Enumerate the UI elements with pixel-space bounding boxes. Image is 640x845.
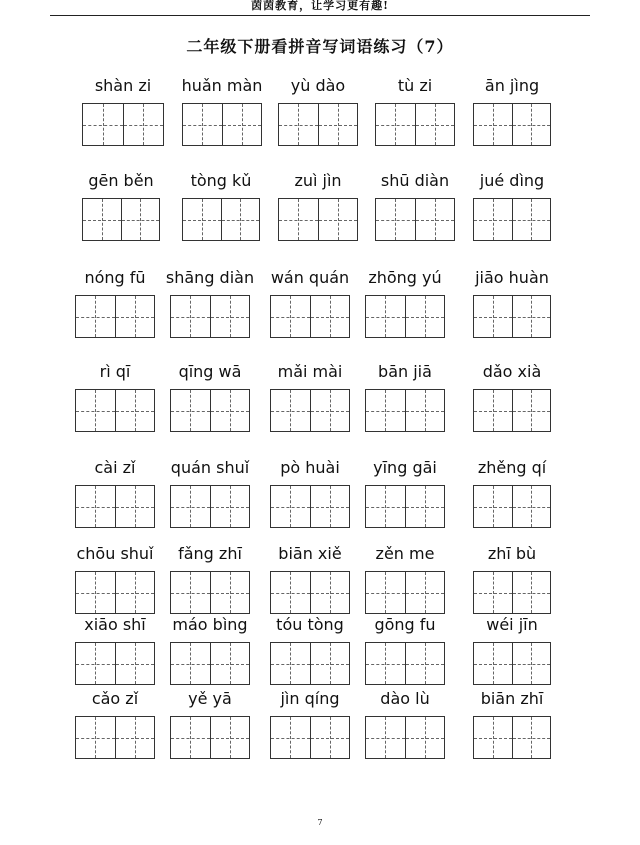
pinyin-label: nóng fū	[84, 268, 146, 287]
writing-boxes	[182, 103, 262, 146]
writing-boxes	[365, 571, 445, 614]
tian-zi-cell[interactable]	[83, 199, 121, 240]
pinyin-label: shū diàn	[380, 171, 450, 190]
tian-zi-cell[interactable]	[366, 717, 405, 758]
word-item	[473, 268, 551, 338]
writing-boxes	[75, 295, 155, 338]
tian-zi-cell[interactable]	[415, 104, 455, 145]
pinyin-label: biān xiě	[278, 544, 342, 563]
pinyin-label: fǎng zhī	[178, 544, 242, 563]
writing-boxes	[75, 716, 155, 759]
tian-zi-cell[interactable]	[512, 643, 551, 684]
header-slogan: 茵茵教育，让学习更有趣!	[251, 0, 389, 12]
word-item	[473, 615, 551, 685]
pinyin-label: gēn běn	[88, 171, 154, 190]
pinyin-label: gōng fu	[374, 615, 436, 634]
word-item	[473, 76, 551, 146]
pinyin-label: jué dìng	[479, 171, 545, 190]
tian-zi-cell[interactable]	[366, 296, 405, 337]
tian-zi-cell[interactable]	[366, 390, 405, 431]
writing-boxes	[75, 642, 155, 685]
tian-zi-cell[interactable]	[310, 390, 350, 431]
writing-boxes	[75, 571, 155, 614]
tian-zi-cell[interactable]	[171, 572, 210, 613]
pinyin-label: bān jiā	[378, 362, 432, 381]
pinyin-label: dǎo xià	[482, 362, 542, 381]
tian-zi-cell[interactable]	[76, 572, 115, 613]
tian-zi-cell[interactable]	[512, 199, 551, 240]
word-item	[170, 362, 250, 432]
tian-zi-cell[interactable]	[115, 390, 155, 431]
tian-zi-cell[interactable]	[405, 572, 445, 613]
pinyin-label: pò huài	[280, 458, 340, 477]
word-item	[82, 76, 164, 146]
pinyin-label: huǎn màn	[181, 76, 263, 95]
pinyin-label: qīng wā	[178, 362, 242, 381]
tian-zi-cell[interactable]	[76, 643, 115, 684]
tian-zi-cell[interactable]	[512, 296, 551, 337]
tian-zi-cell[interactable]	[279, 199, 318, 240]
word-item	[278, 76, 358, 146]
writing-boxes	[82, 198, 160, 241]
tian-zi-cell[interactable]	[210, 296, 250, 337]
tian-zi-cell[interactable]	[115, 486, 155, 527]
tian-zi-cell[interactable]	[210, 572, 250, 613]
word-item	[375, 76, 455, 146]
tian-zi-cell[interactable]	[171, 390, 210, 431]
pinyin-label: wán quán	[270, 268, 350, 287]
tian-zi-cell[interactable]	[474, 486, 512, 527]
tian-zi-cell[interactable]	[366, 486, 405, 527]
header-divider	[50, 15, 590, 16]
word-item	[365, 544, 445, 614]
tian-zi-cell[interactable]	[121, 199, 160, 240]
word-item	[182, 171, 260, 241]
pinyin-label: yě yā	[188, 689, 232, 708]
pinyin-label: wéi jīn	[486, 615, 538, 634]
tian-zi-cell[interactable]	[115, 717, 155, 758]
page-title: 二年级下册看拼音写词语练习（7）	[186, 37, 454, 56]
tian-zi-cell[interactable]	[474, 643, 512, 684]
pinyin-label: ān jìng	[484, 76, 540, 95]
tian-zi-cell[interactable]	[310, 717, 350, 758]
word-item	[365, 615, 445, 685]
word-item	[473, 689, 551, 759]
tian-zi-cell[interactable]	[210, 486, 250, 527]
tian-zi-cell[interactable]	[222, 104, 262, 145]
pinyin-label: máo bìng	[172, 615, 248, 634]
tian-zi-cell[interactable]	[405, 296, 445, 337]
tian-zi-cell[interactable]	[512, 717, 551, 758]
tian-zi-cell[interactable]	[318, 104, 358, 145]
tian-zi-cell[interactable]	[171, 643, 210, 684]
tian-zi-cell[interactable]	[474, 572, 512, 613]
word-item	[75, 362, 155, 432]
word-item	[170, 544, 250, 614]
tian-zi-cell[interactable]	[221, 199, 260, 240]
writing-boxes	[473, 389, 551, 432]
writing-boxes	[170, 389, 250, 432]
tian-zi-cell[interactable]	[474, 199, 512, 240]
word-item	[473, 544, 551, 614]
word-item	[75, 544, 155, 614]
pinyin-label: zuì jìn	[294, 171, 342, 190]
tian-zi-cell[interactable]	[415, 199, 455, 240]
writing-boxes	[270, 571, 350, 614]
word-item	[473, 171, 551, 241]
tian-zi-cell[interactable]	[474, 296, 512, 337]
word-item	[181, 76, 263, 146]
tian-zi-cell[interactable]	[271, 643, 310, 684]
writing-boxes	[473, 716, 551, 759]
pinyin-label: cǎo zǐ	[91, 689, 139, 708]
word-item	[270, 615, 350, 685]
tian-zi-cell[interactable]	[366, 643, 405, 684]
word-item	[365, 362, 445, 432]
word-item	[365, 458, 445, 528]
tian-zi-cell[interactable]	[271, 572, 310, 613]
writing-boxes	[75, 485, 155, 528]
tian-zi-cell[interactable]	[171, 486, 210, 527]
tian-zi-cell[interactable]	[183, 199, 221, 240]
writing-boxes	[270, 389, 350, 432]
pinyin-label: rì qī	[99, 362, 131, 381]
tian-zi-cell[interactable]	[123, 104, 164, 145]
tian-zi-cell[interactable]	[512, 486, 551, 527]
tian-zi-cell[interactable]	[115, 643, 155, 684]
word-item	[270, 544, 350, 614]
pinyin-label: zhōng yú	[368, 268, 442, 287]
writing-boxes	[170, 571, 250, 614]
writing-boxes	[82, 103, 164, 146]
word-item	[75, 268, 155, 338]
pinyin-label: dào lù	[380, 689, 430, 708]
tian-zi-cell[interactable]	[271, 717, 310, 758]
tian-zi-cell[interactable]	[512, 390, 551, 431]
writing-boxes	[473, 571, 551, 614]
pinyin-label: jìn qíng	[280, 689, 340, 708]
tian-zi-cell[interactable]	[405, 486, 445, 527]
writing-boxes	[270, 295, 350, 338]
pinyin-label: zhī bù	[487, 544, 537, 563]
word-item	[170, 689, 250, 759]
writing-boxes	[278, 103, 358, 146]
pinyin-label: shāng diàn	[165, 268, 255, 287]
tian-zi-cell[interactable]	[376, 199, 415, 240]
tian-zi-cell[interactable]	[376, 104, 415, 145]
tian-zi-cell[interactable]	[366, 572, 405, 613]
writing-boxes	[182, 198, 260, 241]
writing-boxes	[270, 485, 350, 528]
word-item	[473, 458, 551, 528]
writing-boxes	[473, 198, 551, 241]
tian-zi-cell[interactable]	[474, 717, 512, 758]
pinyin-label: jiāo huàn	[475, 268, 549, 287]
pinyin-label: xiāo shī	[84, 615, 146, 634]
pinyin-label: cài zǐ	[94, 458, 136, 477]
pinyin-label: tù zi	[397, 76, 433, 95]
writing-boxes	[170, 716, 250, 759]
word-item	[75, 689, 155, 759]
writing-boxes	[365, 389, 445, 432]
writing-boxes	[75, 389, 155, 432]
tian-zi-cell[interactable]	[210, 390, 250, 431]
writing-boxes	[170, 642, 250, 685]
pinyin-label: quán shuǐ	[170, 458, 250, 477]
tian-zi-cell[interactable]	[310, 296, 350, 337]
writing-boxes	[473, 295, 551, 338]
tian-zi-cell[interactable]	[271, 486, 310, 527]
writing-boxes	[375, 198, 455, 241]
tian-zi-cell[interactable]	[83, 104, 123, 145]
tian-zi-cell[interactable]	[115, 296, 155, 337]
tian-zi-cell[interactable]	[279, 104, 318, 145]
writing-boxes	[170, 485, 250, 528]
tian-zi-cell[interactable]	[183, 104, 222, 145]
tian-zi-cell[interactable]	[271, 390, 310, 431]
tian-zi-cell[interactable]	[405, 643, 445, 684]
pinyin-label: yīng gāi	[373, 458, 437, 477]
word-item	[82, 171, 160, 241]
tian-zi-cell[interactable]	[210, 643, 250, 684]
pinyin-label: yù dào	[290, 76, 346, 95]
tian-zi-cell[interactable]	[171, 717, 210, 758]
pinyin-label: zhěng qí	[477, 458, 547, 477]
writing-boxes	[365, 716, 445, 759]
word-item	[278, 171, 358, 241]
pinyin-label: shàn zi	[94, 76, 152, 95]
tian-zi-cell[interactable]	[171, 296, 210, 337]
word-item	[170, 615, 250, 685]
pinyin-label: chōu shuǐ	[76, 544, 154, 563]
writing-boxes	[365, 642, 445, 685]
word-item	[365, 689, 445, 759]
pinyin-label: tóu tòng	[276, 615, 344, 634]
tian-zi-cell[interactable]	[474, 390, 512, 431]
word-item	[75, 615, 155, 685]
writing-boxes	[270, 642, 350, 685]
writing-boxes	[365, 485, 445, 528]
pinyin-label: biān zhī	[480, 689, 544, 708]
pinyin-label: zěn me	[375, 544, 435, 563]
tian-zi-cell[interactable]	[474, 104, 512, 145]
tian-zi-cell[interactable]	[115, 572, 155, 613]
tian-zi-cell[interactable]	[76, 717, 115, 758]
word-item	[270, 362, 350, 432]
tian-zi-cell[interactable]	[310, 643, 350, 684]
tian-zi-cell[interactable]	[318, 199, 358, 240]
tian-zi-cell[interactable]	[310, 486, 350, 527]
tian-zi-cell[interactable]	[210, 717, 250, 758]
writing-boxes	[473, 103, 551, 146]
tian-zi-cell[interactable]	[512, 104, 551, 145]
writing-boxes	[270, 716, 350, 759]
writing-boxes	[473, 485, 551, 528]
word-item	[170, 458, 250, 528]
tian-zi-cell[interactable]	[271, 296, 310, 337]
tian-zi-cell[interactable]	[76, 486, 115, 527]
page-number: 7	[317, 818, 323, 827]
pinyin-label: tòng kǔ	[190, 171, 252, 190]
word-item	[365, 268, 445, 338]
tian-zi-cell[interactable]	[405, 390, 445, 431]
writing-boxes	[170, 295, 250, 338]
word-item	[270, 268, 350, 338]
tian-zi-cell[interactable]	[76, 296, 115, 337]
writing-boxes	[278, 198, 358, 241]
writing-boxes	[375, 103, 455, 146]
word-item	[75, 458, 155, 528]
word-item	[165, 268, 255, 338]
writing-boxes	[473, 642, 551, 685]
pinyin-label: mǎi mài	[277, 362, 343, 381]
word-item	[270, 689, 350, 759]
tian-zi-cell[interactable]	[76, 390, 115, 431]
writing-boxes	[365, 295, 445, 338]
word-item	[473, 362, 551, 432]
tian-zi-cell[interactable]	[310, 572, 350, 613]
tian-zi-cell[interactable]	[512, 572, 551, 613]
word-item	[375, 171, 455, 241]
word-item	[270, 458, 350, 528]
tian-zi-cell[interactable]	[405, 717, 445, 758]
